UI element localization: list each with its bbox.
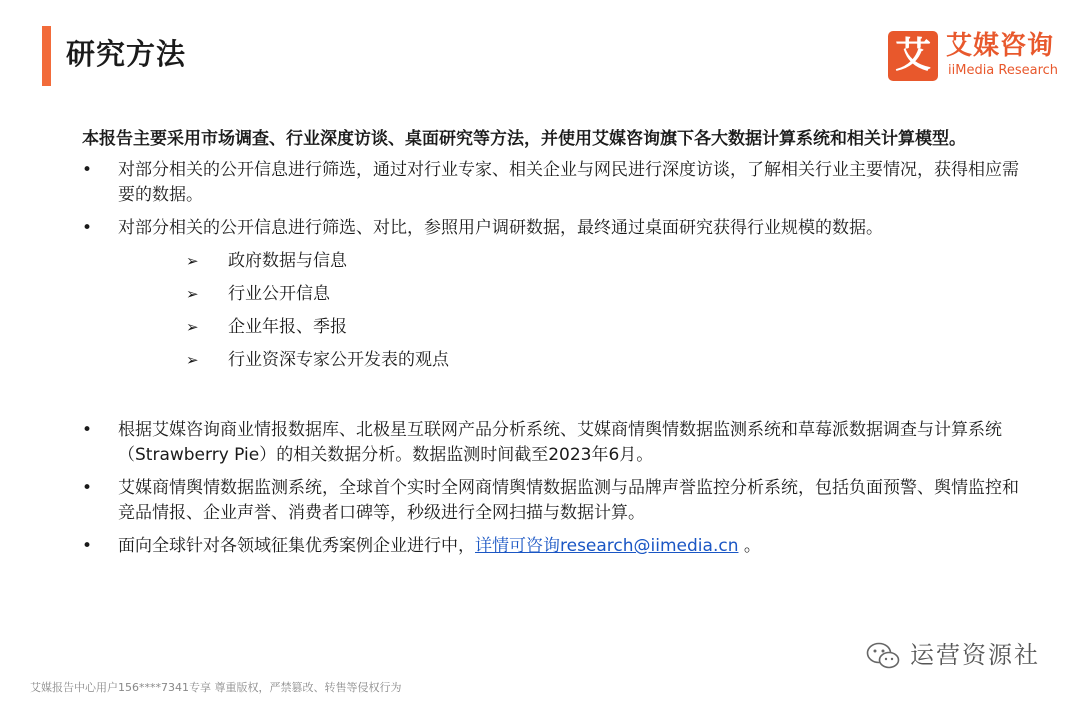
bullet-item <box>82 534 1032 559</box>
wechat-icon <box>866 642 900 670</box>
section-gap <box>82 381 1032 418</box>
bullet-dot: • <box>82 160 93 180</box>
sub-list-item <box>82 315 1032 340</box>
arrow-icon: ➢ <box>186 285 199 303</box>
bullet-dot: • <box>82 420 93 440</box>
sub-item-text: 政府数据与信息 <box>228 251 347 271</box>
logo-chinese-name: 艾媒咨询 <box>946 31 1055 61</box>
sub-list-item <box>82 249 1032 274</box>
bullet-dot: • <box>82 536 93 556</box>
sub-item-text: 行业资深专家公开发表的观点 <box>228 350 449 370</box>
logo-mark: 艾 <box>888 31 938 81</box>
wechat-account-name: 运营资源社 <box>910 641 1040 669</box>
bullet-dot: • <box>82 218 93 238</box>
sub-list-item <box>82 282 1032 307</box>
iimedia-logo <box>888 31 1068 81</box>
bullet-item <box>82 158 1032 208</box>
bullet-item <box>82 418 1032 468</box>
sub-item-text: 行业公开信息 <box>228 284 330 304</box>
logo-english-name: iiMedia Research <box>948 63 1059 78</box>
contact-email-link[interactable]: 详情可咨询research@iimedia.cn <box>475 536 739 556</box>
arrow-icon: ➢ <box>186 351 199 369</box>
title-accent-bar <box>42 26 51 86</box>
bullet-item <box>82 476 1032 526</box>
arrow-icon: ➢ <box>186 252 199 270</box>
bullet-text-prefix: 面向全球针对各领域征集优秀案例企业进行中， <box>118 536 475 556</box>
data-source-list <box>82 249 1032 373</box>
sub-item-text: 企业年报、季报 <box>228 317 347 337</box>
copyright-footer: 艾媒报告中心用户156****7341专享 尊重版权，严禁篡改、转售等侵权行为 <box>30 681 402 694</box>
bullet-text: 对部分相关的公开信息进行筛选、对比，参照用户调研数据，最终通过桌面研究获得行业规模的数据。 <box>118 218 883 238</box>
page-title: 研究方法 <box>66 37 187 71</box>
bullet-text: 对部分相关的公开信息进行筛选，通过对行业专家、相关企业与网民进行深度访谈，了解相关行业主要情况，获得相应需要的数据。 <box>118 160 1019 205</box>
bullet-text-suffix: 。 <box>738 536 761 556</box>
bullet-text: 艾媒商情舆情数据监测系统，全球首个实时全网商情舆情数据监测与品牌声誉监控分析系统，包括负面预警、舆情监控和竞品情报、企业声誉、消费者口碑等，秒级进行全网扫描与数据计算。 <box>118 478 1019 523</box>
method-content <box>82 127 1032 567</box>
intro-paragraph: 本报告主要采用市场调查、行业深度访谈、桌面研究等方法，并使用艾媒咨询旗下各大数据计算系统和相关计算模型。 <box>82 129 966 149</box>
arrow-icon: ➢ <box>186 318 199 336</box>
bullet-text: 根据艾媒咨询商业情报数据库、北极星互联网产品分析系统、艾媒商情舆情数据监测系统和草莓派数据调查与计算系统（Strawberry Pie）的相关数据分析。数据监测时间截至2023年6月。 <box>118 420 1002 465</box>
sub-list-item <box>82 348 1032 373</box>
bullet-item <box>82 216 1032 241</box>
bullet-dot: • <box>82 478 93 498</box>
